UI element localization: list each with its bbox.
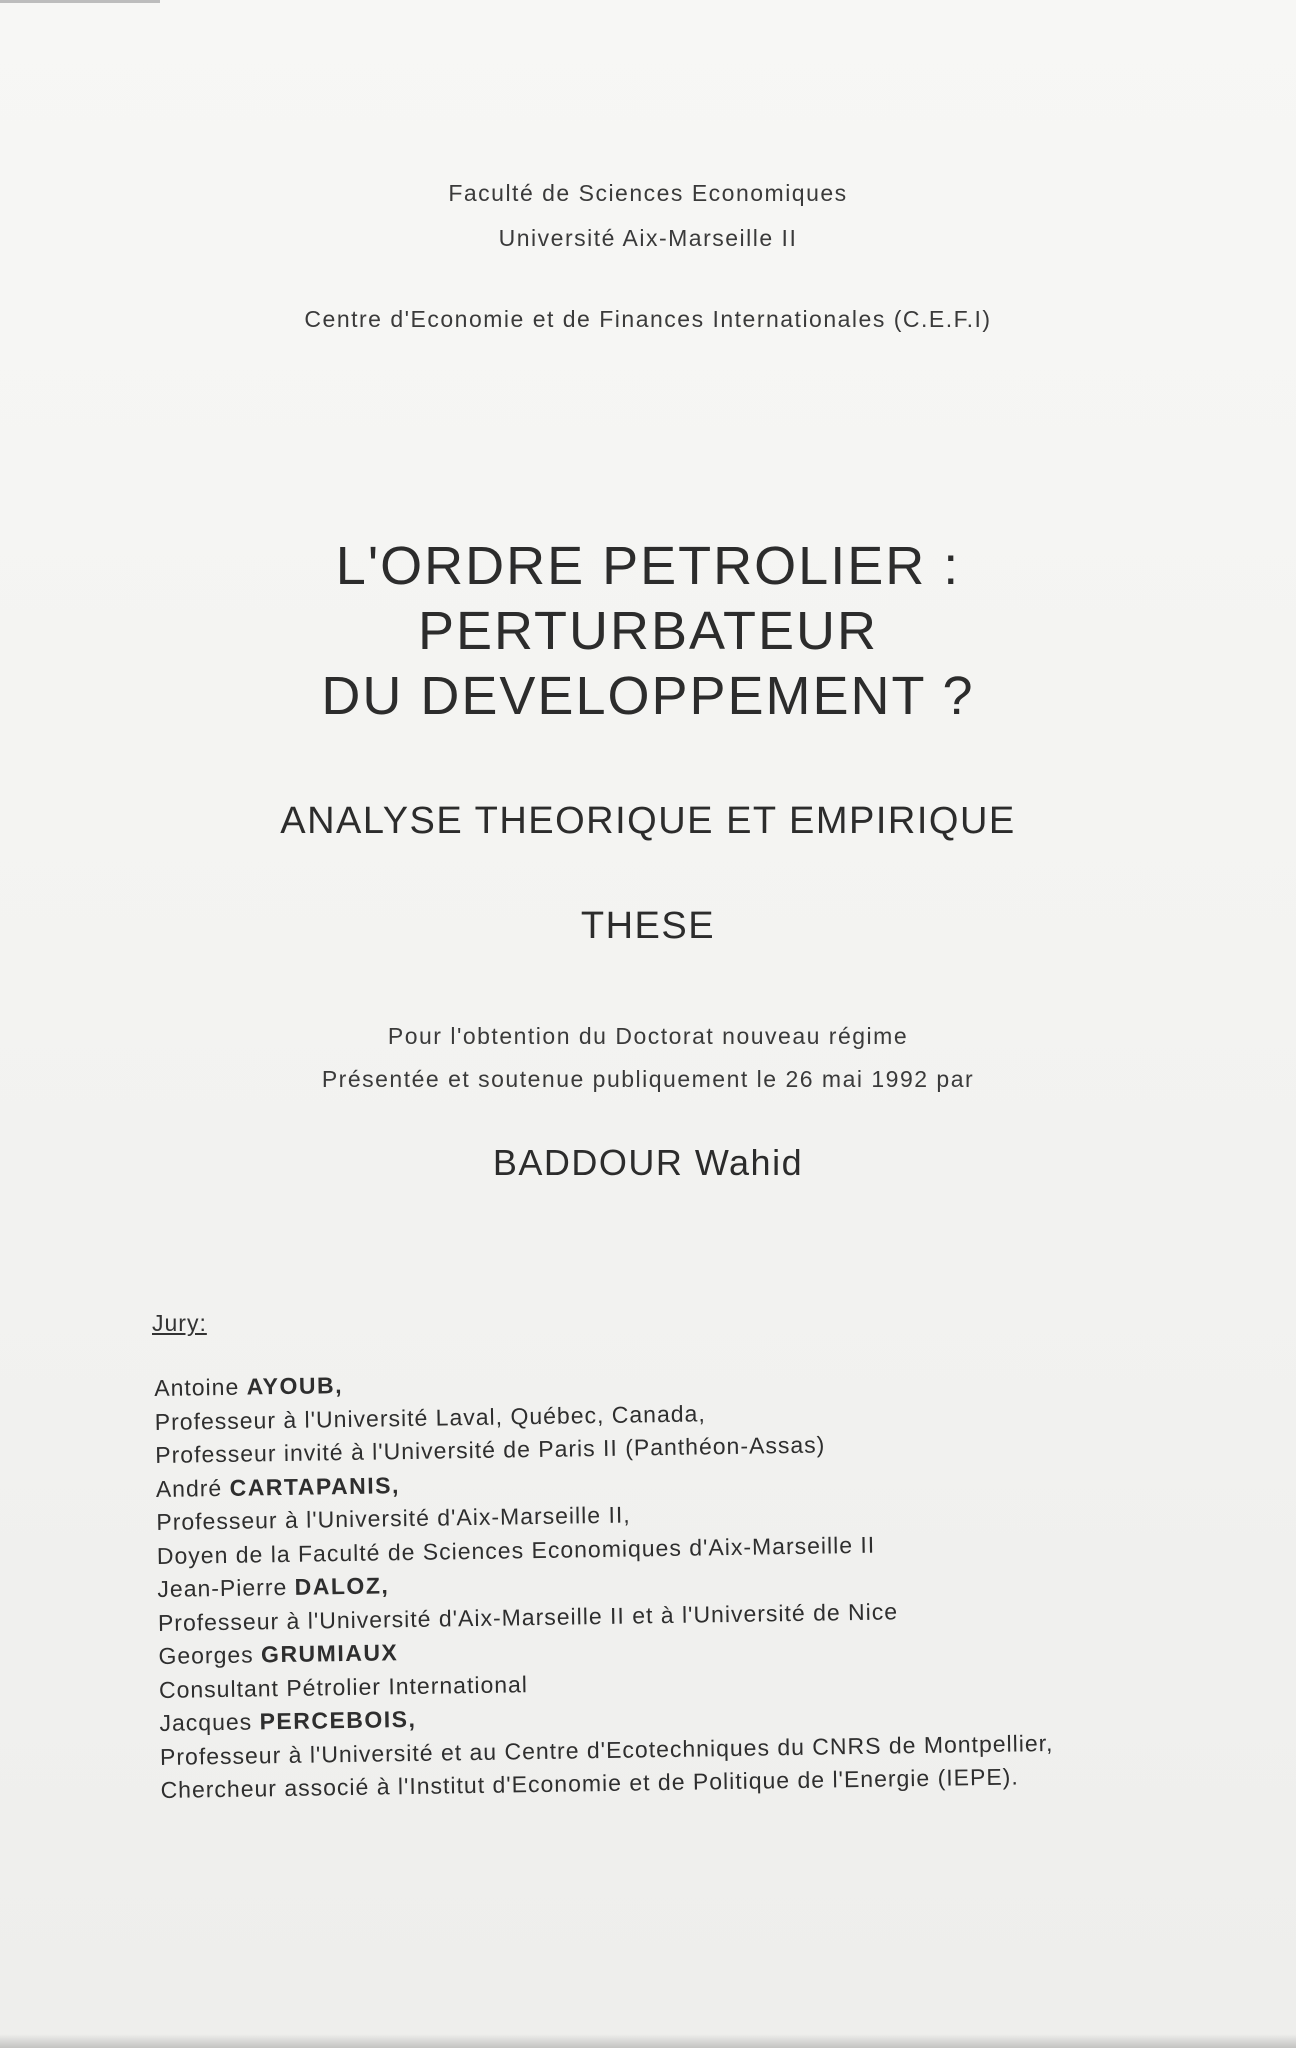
surname: PERCEBOIS, <box>259 1705 417 1735</box>
page-bottom-shadow <box>0 2034 1296 2048</box>
surname: CARTAPANIS, <box>229 1471 401 1501</box>
first-name: André <box>155 1474 230 1502</box>
surname: GRUMIAUX <box>260 1639 399 1668</box>
surname: AYOUB, <box>246 1372 344 1400</box>
document-type: THESE <box>580 905 716 947</box>
purpose-line-1: Pour l'obtention du Doctorat nouveau régime <box>387 1023 909 1049</box>
first-name: Antoine <box>154 1373 247 1401</box>
jury-member <box>156 1456 1217 1573</box>
jury-member <box>159 1690 1220 1807</box>
jury-member <box>154 1355 1215 1472</box>
jury-member-role: Professeur à l'Université d'Aix-Marseille II et à l'Université de Nice <box>157 1597 899 1636</box>
jury-member-role: Consultant Pétrolier International <box>158 1670 529 1703</box>
university-line: Université Aix-Marseille II <box>498 225 798 251</box>
title-line-3: DU DEVELOPPEMENT ? <box>321 666 975 726</box>
jury-member-role: Doyen de la Faculté de Sciences Economiques d'Aix-Marseille II <box>156 1531 876 1569</box>
centre-line: Centre d'Economie et de Finances Internationales (C.E.F.I) <box>304 306 992 332</box>
first-name: Jacques <box>159 1708 260 1736</box>
surname: DALOZ, <box>294 1572 390 1600</box>
jury-member-role: Professeur à l'Université et au Centre d'Ecotechniques du CNRS de Montpellier, <box>159 1729 1054 1770</box>
purpose-line-2: Présentée et soutenue publiquement le 26 mai 1992 par <box>321 1066 975 1092</box>
jury-member-role: Professeur invité à l'Université de Paris II (Panthéon-Assas) <box>155 1431 826 1468</box>
paper-edge <box>0 0 160 3</box>
author-name: BADDOUR Wahid <box>492 1142 804 1183</box>
subtitle: ANALYSE THEORIQUE ET EMPIRIQUE <box>280 800 1016 842</box>
first-name: Georges <box>158 1641 262 1669</box>
jury-member-role: Professeur à l'Université Laval, Québec, Canada, <box>154 1399 706 1435</box>
faculty-line: Faculté de Sciences Economiques <box>448 180 848 206</box>
title-line-1: L'ORDRE PETROLIER : <box>335 536 961 596</box>
jury-label: Jury: <box>152 1310 207 1336</box>
jury-member-role: Professeur à l'Université d'Aix-Marseille II, <box>156 1501 631 1535</box>
jury-member-role: Chercheur associé à l'Institut d'Economie et de Politique de l'Energie (IEPE). <box>160 1763 1019 1803</box>
title-line-2: PERTURBATEUR <box>417 601 879 661</box>
jury-list <box>154 1355 1221 1807</box>
first-name: Jean-Pierre <box>157 1573 295 1602</box>
